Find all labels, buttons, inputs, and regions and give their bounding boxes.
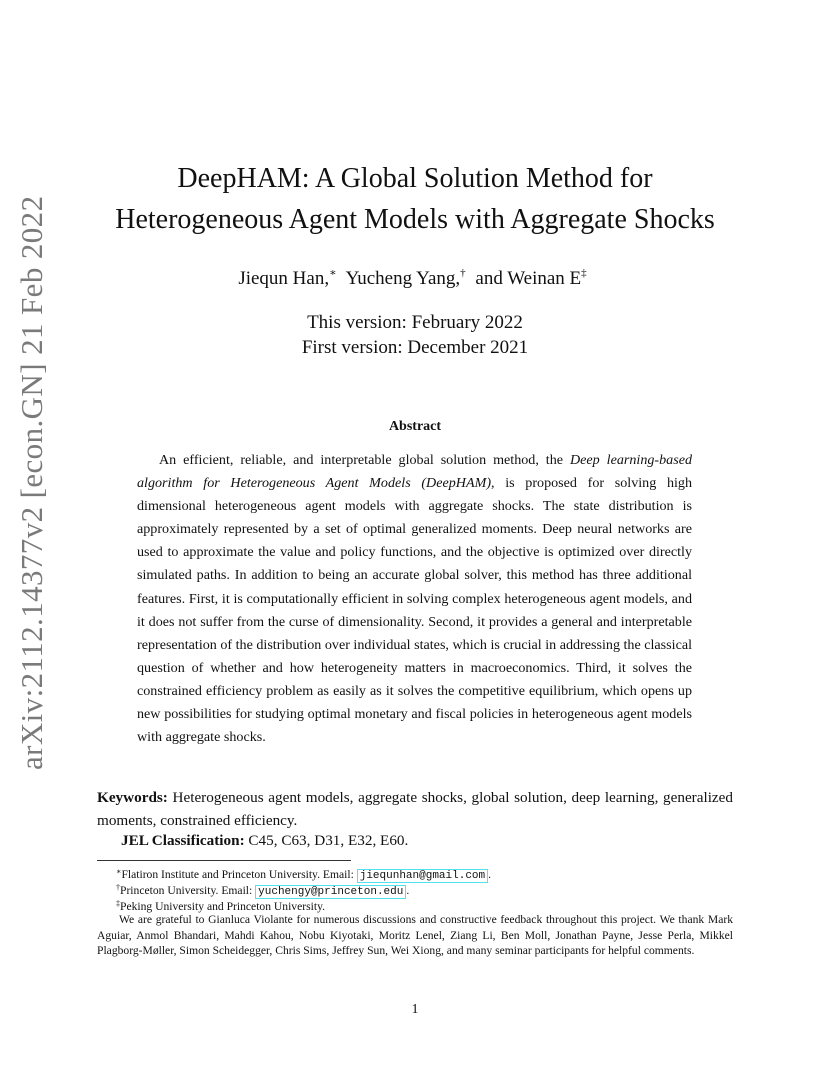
abstract-body	[137, 449, 692, 749]
jel-label: JEL Classification:	[121, 832, 245, 849]
footnote-divider	[97, 860, 351, 861]
abstract-text: An efficient, reliable, and interpretable global solution method, the	[159, 452, 570, 468]
footnote-punctuation: .	[406, 884, 410, 897]
footnote-punctuation: .	[488, 868, 492, 881]
author-name: Yucheng Yang,	[345, 268, 461, 289]
author-list	[90, 266, 740, 290]
footnote-mark: ‡	[116, 899, 120, 908]
author-footnote-mark[interactable]: ‡	[581, 267, 587, 279]
email-link-yang[interactable]: yuchengy@princeton.edu	[255, 885, 406, 899]
keywords-text: Heterogeneous agent models, aggregate shocks, global solution, deep learning, generalized moments, constrained efficiency.	[97, 789, 733, 829]
abstract-heading: Abstract	[388, 419, 442, 434]
acknowledgment-text: We are grateful to Gianluca Violante for numerous discussions and constructive feedback throughout this project. We thank Mark Aguiar, Anmol Bhandari, Mahdi Kahou, Nobu Kiyotaki, Moritz Lenel, Ziang Li, Ben Moll, Jonathan Payne, Jesse Perla, Mikkel Plagborg-Møller, Simon Scheidegger, Chris Sims, Jeffrey Sun, Wei Xiong, and many seminar participants for helpful comments.	[97, 913, 733, 958]
arxiv-identifier-stamp: arXiv:2112.14377v2 [econ.GN] 21 Feb 2022	[14, 195, 49, 770]
footnote-text: Peking University and Princeton University.	[120, 900, 326, 913]
jel-codes: C45, C63, D31, E32, E60.	[248, 832, 409, 849]
keywords-section	[97, 786, 733, 832]
abstract-method-name: Deep learning-based algorithm for Heterogeneous Agent Models (DeepHAM)	[137, 452, 693, 492]
author-footnote-mark[interactable]: ∗	[329, 267, 337, 279]
author-name: Jiequn Han,	[238, 268, 330, 289]
page-number: 1	[411, 1002, 419, 1017]
jel-classification	[121, 832, 408, 850]
author-footnote-mark[interactable]: †	[460, 267, 466, 279]
current-version-date: This version: February 2022	[307, 312, 523, 333]
footnote-text: Princeton University. Email:	[120, 884, 256, 897]
keywords-label: Keywords:	[97, 789, 168, 806]
first-version-date: First version: December 2021	[301, 337, 529, 358]
footnote-mark: †	[116, 883, 120, 892]
abstract-text: , is proposed for solving high dimensional heterogeneous agent models with aggregate shocks. The state distribution is approximately represented by a set of optimal generalized moments. Deep neural networks are used to approximate the value and policy functions, and the objective is optimized over directly simulated paths. In addition to being an accurate global solver, this method has three additional features. First, it is computationally efficient in solving complex heterogeneous agent models, and it does not suffer from the curse of dimensionality. Second, it provides a general and interpretable representation of the distribution over individual states, which is crucial in addressing the classical question of whether and how heterogeneity matters in macroeconomics. Third, it solves the constrained efficiency problem as easily as it solves the competitive equilibrium, which opens up new possibilities for studying optimal monetary and fiscal policies in heterogeneous agent models with aggregate shocks.	[137, 475, 693, 746]
paper-title-line-2: Heterogeneous Agent Models with Aggregate Shocks	[115, 204, 715, 235]
email-link-han[interactable]: jiequnhan@gmail.com	[357, 869, 488, 883]
footnote-mark: ∗	[116, 867, 122, 876]
author-name: and Weinan E	[475, 268, 582, 289]
paper-title-line-1: DeepHAM: A Global Solution Method for	[177, 163, 653, 194]
footnote-text: Flatiron Institute and Princeton University. Email:	[121, 868, 357, 881]
